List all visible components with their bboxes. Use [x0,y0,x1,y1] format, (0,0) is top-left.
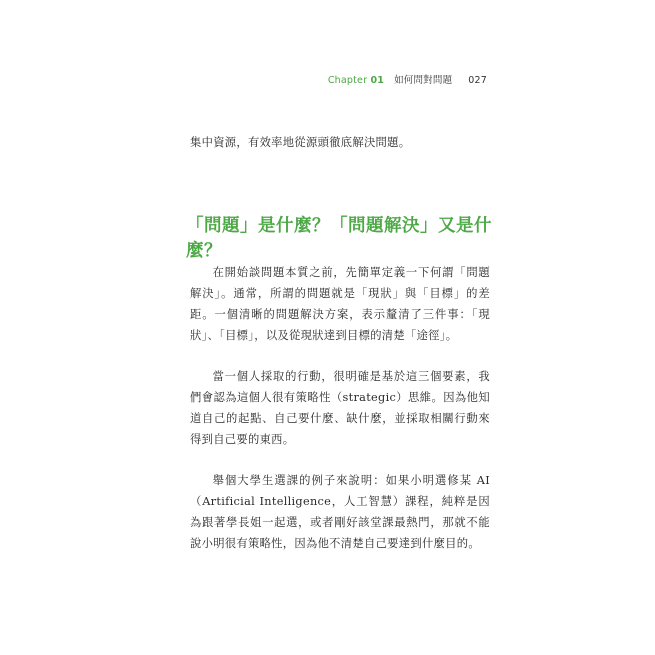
body-paragraph-3: 舉個大學生選課的例子來說明：如果小明選修某 AI（Artificial Intelligence，人工智慧）課程，純粹是因為跟著學長姐一起選，或者剛好該堂課最熱門，那就不能說小明很有策略性，因為他不清楚自己要達到什麼目的。 [190,474,490,550]
section-heading: 「問題」是什麼？「問題解決」又是什麼？ [186,216,492,261]
page-number: 027 [468,75,487,86]
chapter-word: Chapter [327,75,368,86]
body-paragraph-1: 在開始談問題本質之前，先簡單定義一下何謂「問題解決」。通常，所謂的問題就是「現狀」與「目標」的差距。一個清晰的問題解決方案，表示釐清了三件事：「現狀」、「目標」，以及從現狀達到目標的清楚「途徑」。 [190,266,490,342]
chapter-title: 如何問對問題 [394,75,453,86]
running-header [328,72,487,86]
chapter-number: 01 [370,75,385,86]
body-paragraph-2: 當一個人採取的行動，很明確是基於這三個要素，我們會認為這個人很有策略性（strategic）思維。因為他知道自己的起點、自己要什麼、缺什麼，並採取相關行動來得到自己要的東西。 [190,370,490,446]
lead-paragraph: 集中資源，有效率地從源頭徹底解決問題。 [190,136,411,149]
chapter-label [328,75,384,86]
